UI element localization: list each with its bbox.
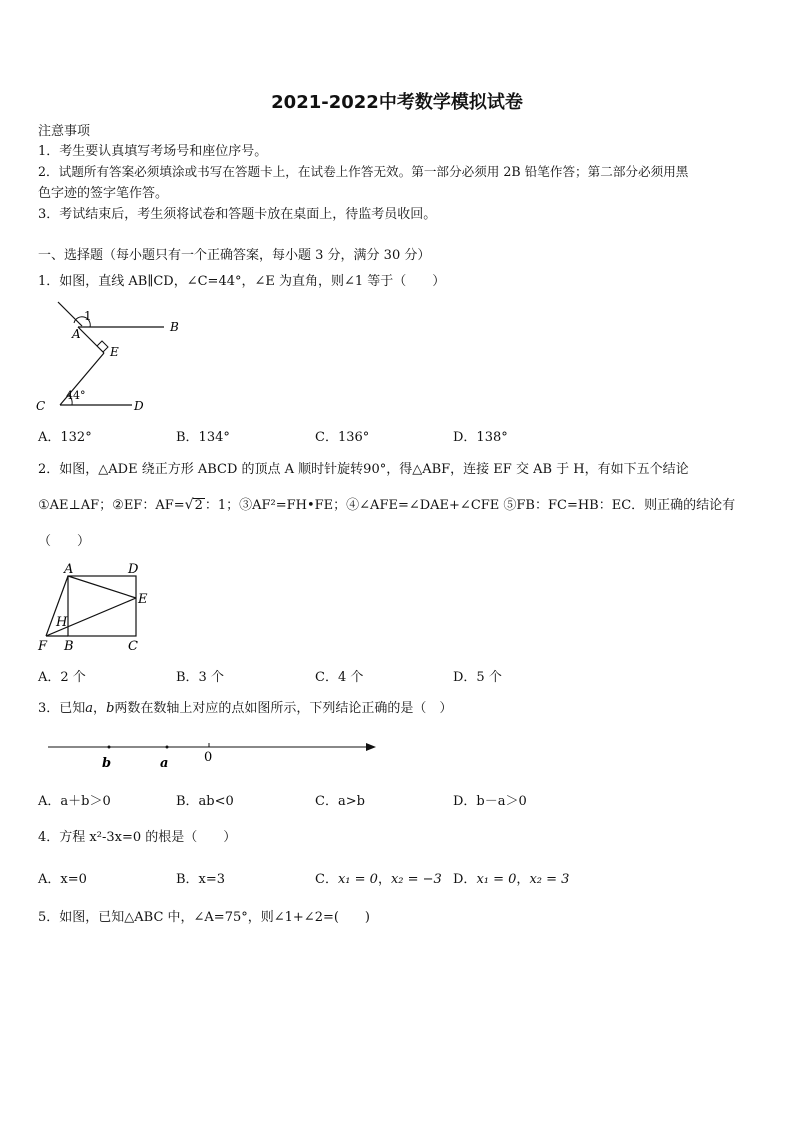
q4-d-x2: x₂ = 3	[529, 872, 570, 887]
question-4-option-d	[453, 868, 569, 887]
question-5-stem: 5．如图，已知△ABC 中，∠A=75°，则∠1+∠2=( )	[38, 910, 371, 925]
question-4-option-a: A．x=0	[38, 872, 87, 887]
question-4-option-b: B．x=3	[176, 872, 226, 887]
question-2-stem: 2．如图，△ADE 绕正方形 ABCD 的顶点 A 顺时针旋转90°，得△ABF，连接 EF 交 AB 于 H，有如下五个结论	[38, 462, 689, 477]
q2-label-f: F	[38, 639, 48, 654]
q3-stem-prefix: 3．已知	[38, 701, 86, 716]
question-2-option-b: B．3 个	[176, 670, 224, 685]
q4-d-x1: x₁ = 0	[476, 872, 517, 887]
question-1-stem: 1．如图，直线 AB∥CD，∠C=44°，∠E 为直角，则∠1 等于（ ）	[38, 274, 446, 289]
q1-label-angle: 44°	[66, 389, 86, 402]
q3-sep: ，	[93, 701, 107, 716]
question-3-option-b: B．ab<0	[176, 794, 234, 809]
q1-label-b: B	[170, 320, 179, 334]
question-1-option-c: C．136°	[315, 430, 370, 445]
question-2-conclusions	[38, 494, 735, 513]
question-4-option-c	[315, 868, 442, 887]
q4-c-x2: x₂ = −3	[390, 872, 442, 887]
number-line-label-zero: 0	[204, 750, 213, 765]
question-3-option-d: D．b－a＞0	[453, 794, 527, 809]
q3-stem-suffix: 两数在数轴上对应的点如图所示，下列结论正确的是（ ）	[114, 701, 453, 716]
number-line-label-a: a	[160, 756, 169, 771]
q2-label-h: H	[56, 615, 68, 630]
question-2-paren: （ ）	[38, 534, 91, 549]
number-line	[44, 736, 384, 772]
notice-item-2-line-2: 色字迹的签字笔作答。	[38, 186, 169, 201]
question-2-option-a: A．2 个	[38, 670, 86, 685]
q2-conclusions-part-2: ：1；③AF²=FH•FE；④∠AFE=∠DAE+∠CFE ⑤FB：FC=HB：EC．则正确的结论有	[204, 498, 736, 513]
q2-label-e: E	[138, 592, 148, 607]
question-3-option-c: C．a>b	[315, 794, 365, 809]
q4-c-x1: x₁ = 0	[337, 872, 378, 887]
number-line-label-b: b	[102, 756, 112, 771]
q2-label-a: A	[64, 562, 74, 577]
q4-d-comma: ，	[516, 872, 530, 887]
notice-heading: 注意事项	[38, 124, 91, 139]
notice-item-1: 1．考生要认真填写考场号和座位序号。	[38, 144, 268, 159]
question-2-option-d: D．5 个	[453, 670, 502, 685]
q2-label-b: B	[64, 639, 74, 654]
q1-label-one: 1	[84, 309, 92, 323]
question-1-option-b: B．134°	[176, 430, 230, 445]
q3-var-b: b	[106, 701, 115, 716]
q2-label-d: D	[128, 562, 139, 577]
question-2-option-c: C．4 个	[315, 670, 364, 685]
q3-var-a: a	[85, 701, 94, 716]
q2-conclusions-part-1: ①AE⊥AF；②EF：AF=	[38, 498, 185, 513]
question-1-option-a: A．132°	[38, 430, 92, 445]
question-4-stem: 4．方程 x²-3x=0 的根是（ ）	[38, 830, 237, 845]
question-3-option-a: A．a＋b＞0	[38, 794, 111, 809]
sqrt-sign: √	[184, 497, 194, 513]
page-title: 2021-2022中考数学模拟试卷	[271, 92, 523, 113]
q4-c-prefix: C．	[315, 872, 338, 887]
q4-d-prefix: D．	[453, 872, 477, 887]
q1-label-c: C	[36, 399, 46, 413]
q1-label-e: E	[110, 345, 119, 359]
section-heading: 一、选择题（每小题只有一个正确答案，每小题 3 分，满分 30 分）	[38, 248, 431, 263]
notice-item-3: 3．考试结束后，考生须将试卷和答题卡放在桌面上，待监考员收回。	[38, 207, 437, 222]
q2-label-c: C	[128, 639, 138, 654]
notice-item-2-line-1: 2．试题所有答案必须填涂或书写在答题卡上，在试卷上作答无效。第一部分必须用 2B 铅笔作答；第二部分必须用黑	[38, 164, 689, 179]
question-1-figure	[34, 298, 194, 420]
q1-label-d: D	[134, 399, 144, 413]
q1-label-a: A	[72, 327, 81, 341]
question-1-option-d: D．138°	[453, 430, 508, 445]
q2-sqrt-value: 2	[194, 498, 203, 513]
q4-c-comma: ，	[377, 872, 391, 887]
question-2-figure	[34, 558, 164, 654]
question-3-stem	[38, 697, 452, 716]
